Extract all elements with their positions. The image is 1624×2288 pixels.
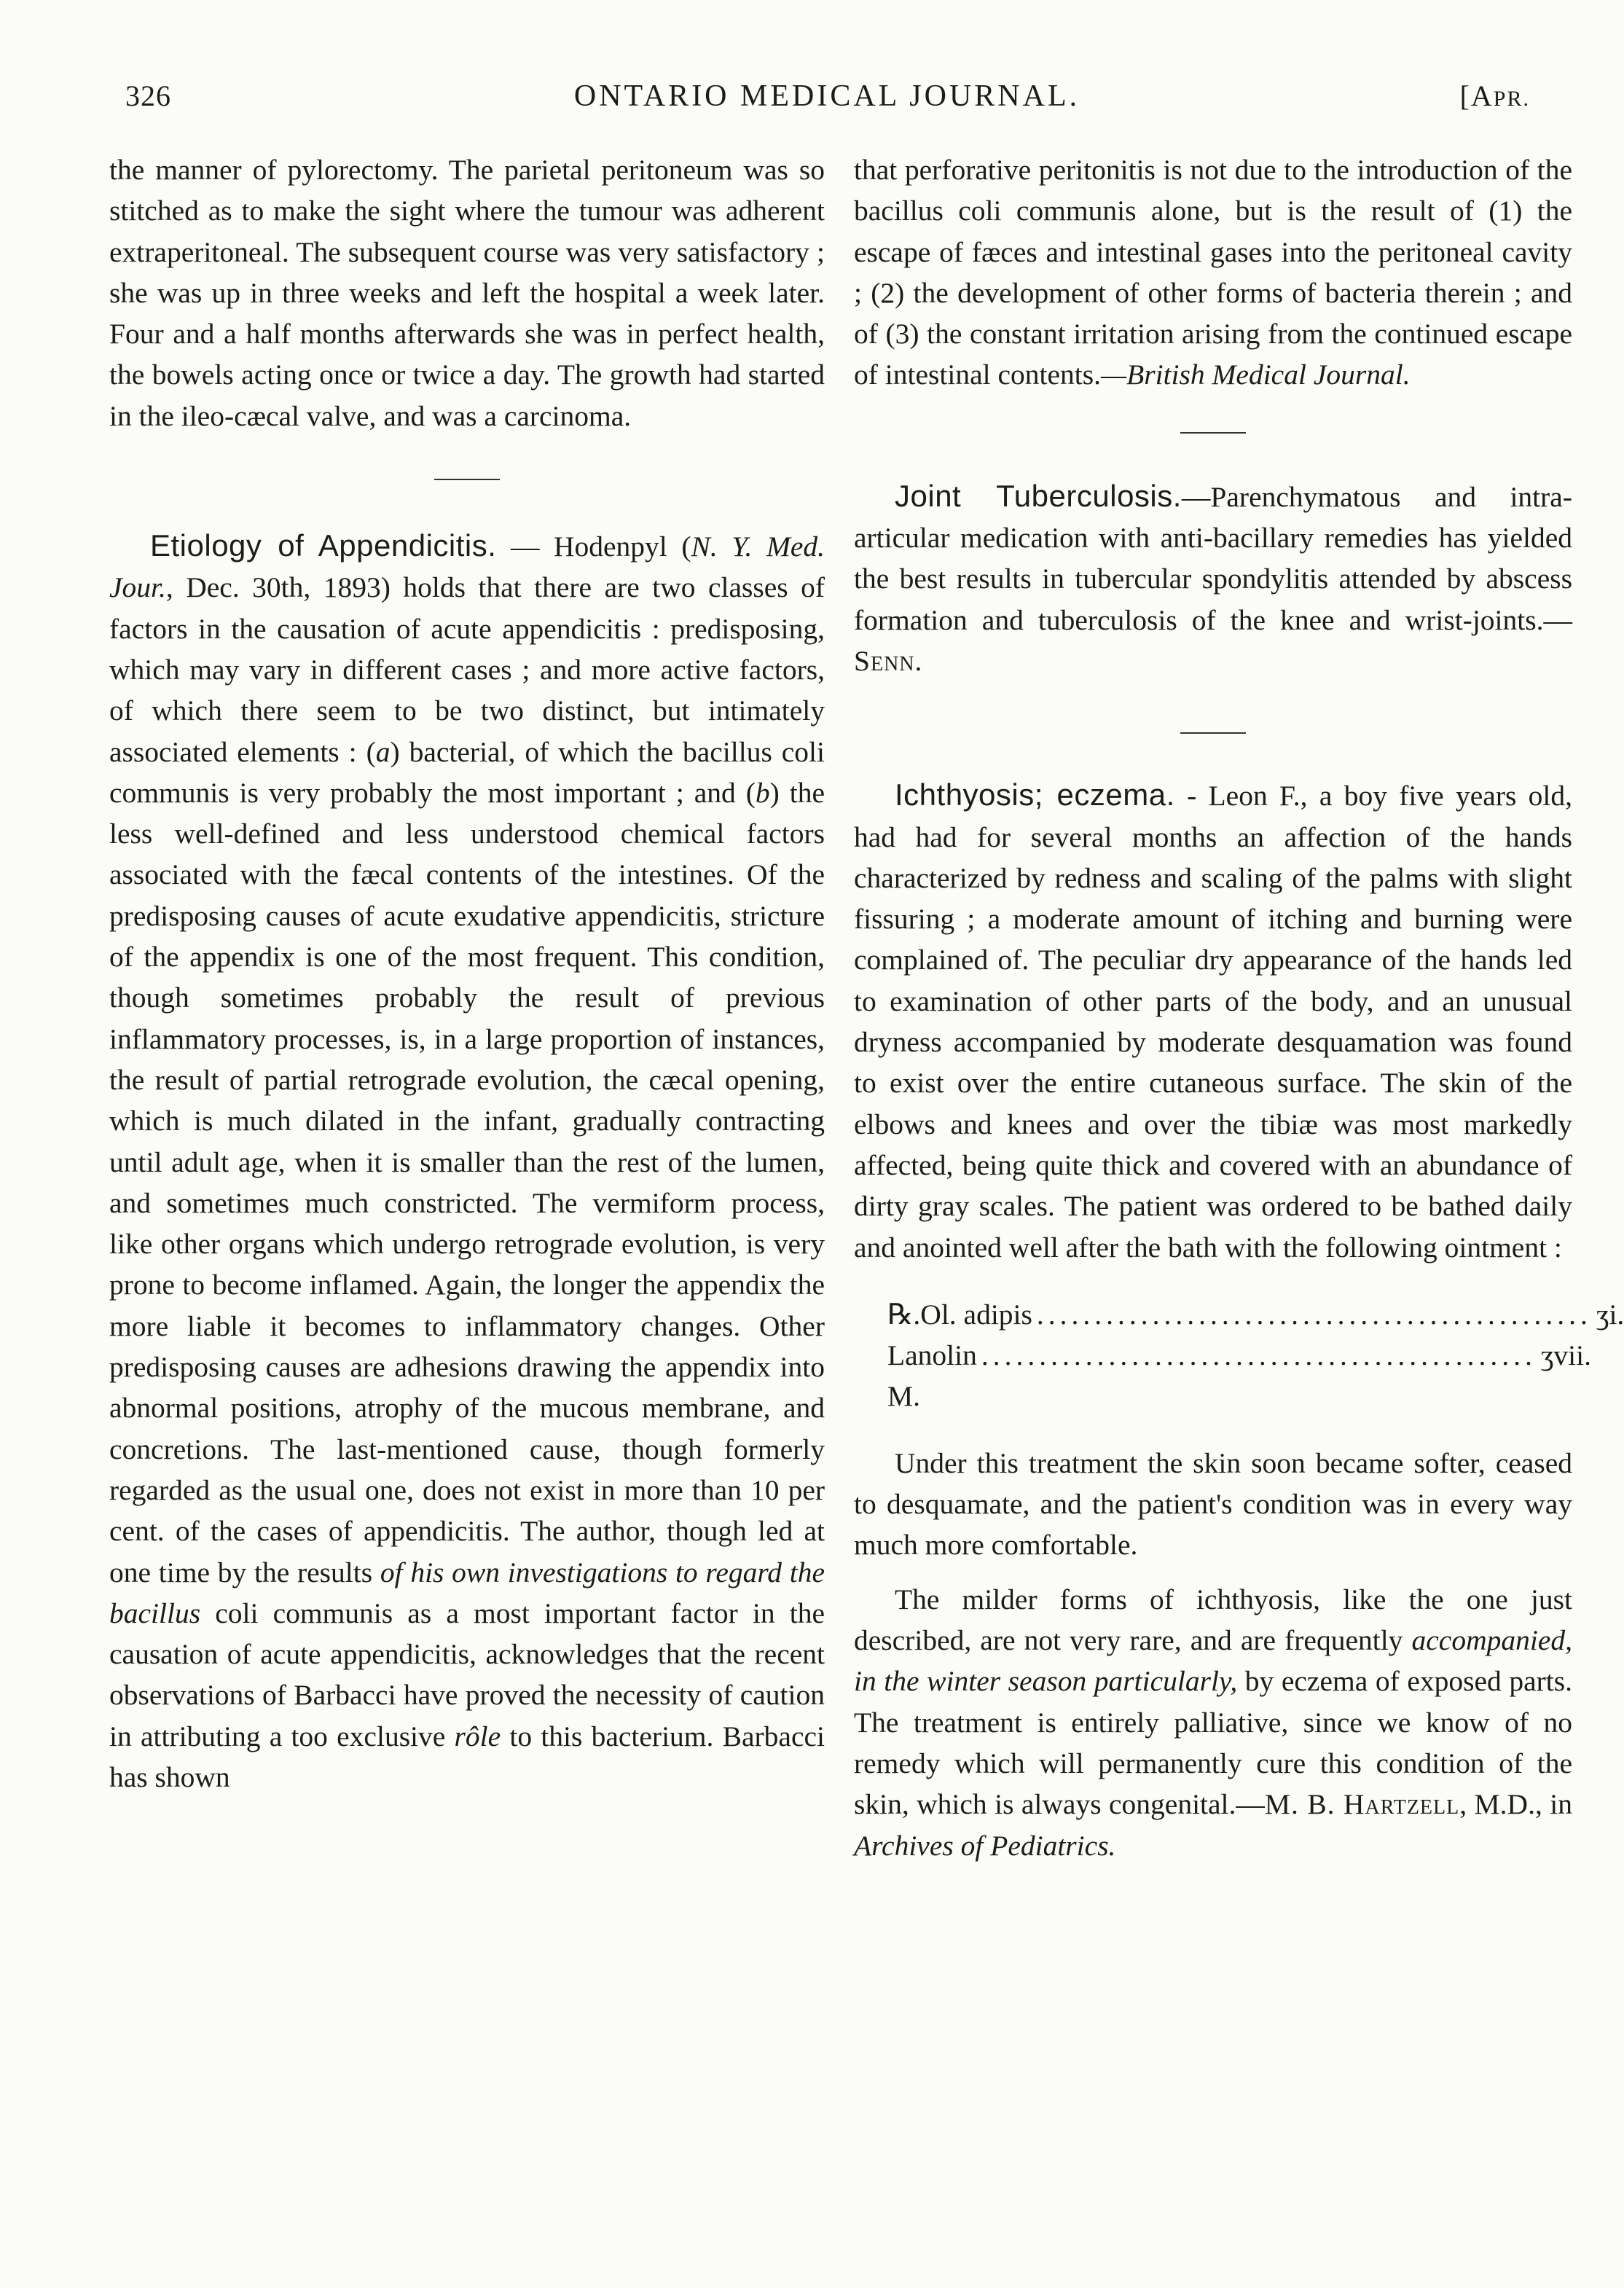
page-header [109,79,1545,120]
source-citation: —British Medical Journal. [1100,359,1411,391]
prescription-line: Lanolin ................................................ ʒvii. [887,1335,1572,1376]
continued-paragraph-right: that perforative peritonitis is not due to the introduction of the bacillus coli communis alone, but is the result of (1) the escape of fæces and intestinal gases into the peritoneal cavity ; (2) the development of other forms of bacteria therein ; and of (3) the constant irritation arising from the continued escape of intestinal contents.—British Medical Journal. [854,154,1572,391]
article-heading: Ichthyosis; eczema. [895,777,1175,812]
section-divider [1180,732,1246,734]
section-divider [1180,432,1246,434]
right-column [854,149,1624,1866]
article-heading: Joint Tuberculosis. [895,478,1182,513]
author-name: M. B. Hartzell [1264,1788,1460,1821]
paragraph: The milder forms of ichthyosis, like the one just described, are not very rare, and are frequently accompanied, in the winter season particularly, by eczema of exposed parts. The treatment is entirely palliative, since we know of no remedy which will permanently cure this condition of the skin, which is always congenital.—M. B. Hartzell, M.D., in Archives of Pediatrics. [854,1583,1573,1862]
paragraph: Under this treatment the skin soon became softer, ceased to desquamate, and the patient's condition was in every way much more comfortable. [854,1446,1572,1562]
journal-title: ONTARIO MEDICAL JOURNAL. [573,79,1080,113]
journal-citation: N. Y. Med. Jour. [109,530,825,604]
prescription-line [887,1376,1572,1417]
dose: ʒvii. [1540,1339,1591,1371]
author-name: Senn. [854,644,923,677]
left-column [109,149,825,1798]
section-divider [434,479,500,480]
leader-dots: ................................................ [981,1339,1537,1371]
article-heading: Etiology of Appendicitis. [150,528,497,563]
page-number: 326 [125,79,171,112]
prescription-line: ℞. Ol. adipis ................................................ ʒi. [887,1294,1572,1335]
ichthyosis-article: Ichthyosis; eczema. - Leon F., a boy five years old, had had for several months an affection of the hands characterized by redness and scaling of the palms with slight fissuring ; a moderate amount of itching and burning were complained of. The peculiar dry appearance of the hands led to examination of other parts of the body, and an unusual dryness accompanied by moderate desquamation was found to exist over the entire cutaneous surface. The skin of the elbows and knees and over the tibiæ was most markedly affected, being quite thick and covered with an abundance of dirty gray scales. The patient was ordered to be bathed daily and anointed well after the bath with the following ointment : [854,777,1572,1264]
dose: ʒi. [1596,1298,1624,1331]
source-citation: Archives of Pediatrics. [854,1829,1116,1862]
continued-paragraph: the manner of pylorectomy. The parietal peritoneum was so stitched as to make the sight where the tumour was adherent extraperitoneal. The subsequent course was very satisfactory ; she was up in three weeks and left the hospital a week later. Four and a half months afterwards she was in perfect health, the bowels acting once or twice a day. The growth had started in the ileo-cæcal valve, and was a carcinoma. [109,154,825,432]
prescription [887,1294,1624,1417]
appendicitis-article: Etiology of Appendicitis. — Hodenpyl (N. Y. Med. Jour., Dec. 30th, 1893) holds that there are two classes of factors in the causation of acute appendicitis : predisposing, which may vary in different cases ; and more active factors, of which there seem to be two distinct, but intimately associated elements : (a) bacterial, of which the bacillus coli communis is very probably the most important ; and (b) the less well-defined and less understood chemical factors associated with the fæcal contents of the intestines. Of the predisposing causes of acute exudative appendicitis, stricture of the appendix is one of the most frequent. This condition, though sometimes probably the result of previous inflammatory processes, is, in a large proportion of instances, the result of partial retrograde evolution, the cæcal opening, which is much dilated in the infant, gradually contracting until adult age, when it is smaller than the rest of the lumen, and sometimes much constricted. The vermiform process, like other organs which undergo retrograde evolution, is very prone to become inflamed. Again, the longer the appendix the more liable it becomes to inflammatory changes. Other predisposing causes are adhesions drawing the appendix into abnormal positions, atrophy of the mucous membrane, and concretions. The last-mentioned cause, though formerly regarded as the usual one, does not exist in more than 10 per cent. of the cases of appendicitis. The author, though led at one time by the results of his own investigations to regard the bacillus coli communis as a most important factor in the causation of acute appendicitis, acknowledges that the recent observations of Barbacci have proved the necessity of caution in attributing a too exclusive rôle to this bacterium. Barbacci has shown [109,528,825,1793]
joint-tuberculosis-article: Joint Tuberculosis.—Parenchymatous and intra-articular medication with anti-bacillary remedies has yielded the best results in tubercular spondylitis attended by abscess formation and tuberculosis of the knee and wrist-joints.—Senn. [854,478,1572,677]
rx-symbol: ℞. [887,1298,921,1331]
issue-month: [APR. [1459,79,1530,112]
misce: M. [887,1379,920,1412]
leader-dots: ................................................ [1036,1298,1592,1331]
